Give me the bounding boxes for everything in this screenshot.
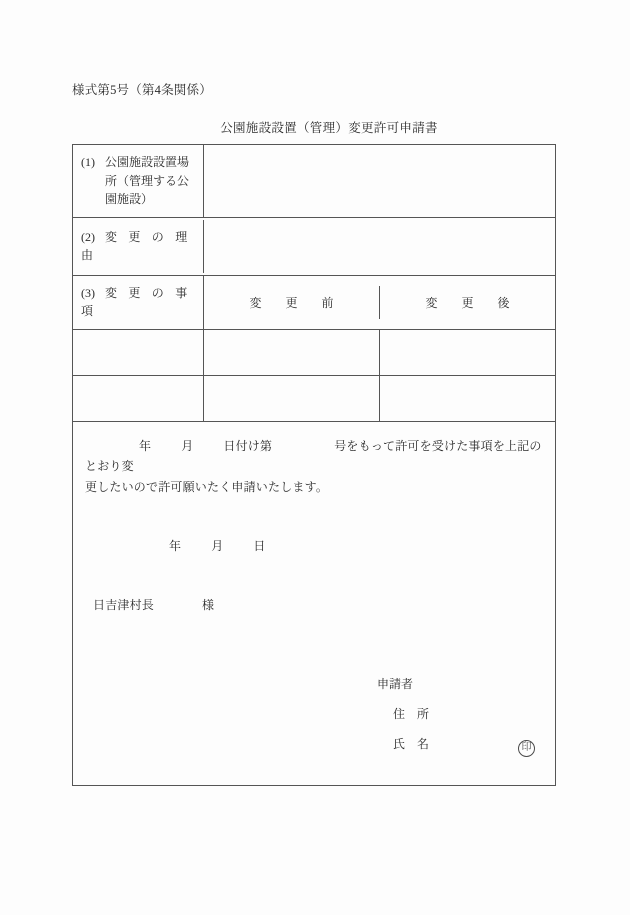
row-label-location-line1: 公園施設設置場 (105, 155, 190, 169)
statement-year-label: 年 (139, 438, 152, 453)
applicant-name-label: 氏 名 (393, 737, 430, 752)
seal-mark-label: 印 (518, 740, 535, 757)
row-label-location-line2: 所（管理する公 (105, 173, 190, 188)
change-item-cell[interactable] (73, 376, 204, 421)
change-item-cell[interactable] (73, 330, 204, 375)
statement-line2: 更したいので許可願いたく申請いたします。 (85, 479, 329, 494)
change-after-cell[interactable] (380, 376, 555, 421)
table-row-location (73, 145, 555, 218)
addressee-name: 日吉津村長 (93, 598, 155, 613)
row-index-2: (2) (81, 229, 95, 244)
row-label-change-items (73, 276, 204, 329)
date-year-label: 年 (169, 539, 182, 554)
addressee-honorific: 様 (202, 598, 215, 613)
statement-month-label: 月 (181, 438, 194, 453)
addressee-line (85, 596, 543, 613)
table-row-statement-area (73, 422, 555, 785)
row-label-reason (73, 220, 204, 273)
date-month-label: 月 (211, 539, 224, 554)
row-label-reason-text: 変 更 の 理 由 (81, 229, 192, 263)
change-after-cell[interactable] (380, 330, 555, 375)
seal-icon (518, 740, 535, 757)
statement-paragraph (85, 436, 543, 497)
row-label-change-items-text: 変 更 の 事 項 (81, 285, 192, 319)
statement-number-label: 号をもって許可を受けた事項を上記のとおり変 (85, 438, 542, 474)
page-title: 公園施設設置（管理）変更許可申請書 (220, 121, 438, 135)
date-line (85, 537, 543, 554)
application-form-table (72, 144, 556, 786)
column-header-before: 変 更 前 (204, 286, 380, 319)
form-number: 様式第5号（第4条関係） (72, 83, 212, 97)
applicant-address-label: 住 所 (393, 707, 430, 722)
table-row-reason (73, 218, 555, 276)
table-row (73, 330, 555, 376)
statement-day-label: 日付け第 (223, 438, 273, 453)
row-label-location (73, 145, 204, 217)
row-index-1: (1) (81, 155, 95, 169)
table-row (73, 376, 555, 422)
change-before-cell[interactable] (204, 330, 380, 375)
applicant-block (85, 669, 543, 759)
date-day-label: 日 (253, 539, 266, 554)
row-value-location[interactable] (204, 145, 555, 217)
table-row-change-header (73, 276, 555, 330)
applicant-title: 申請者 (377, 677, 414, 692)
change-before-cell[interactable] (204, 376, 380, 421)
row-label-location-line3: 園施設） (105, 192, 154, 207)
column-header-after: 変 更 後 (425, 295, 510, 310)
row-index-3: (3) (81, 285, 95, 300)
statement-area (73, 422, 555, 785)
